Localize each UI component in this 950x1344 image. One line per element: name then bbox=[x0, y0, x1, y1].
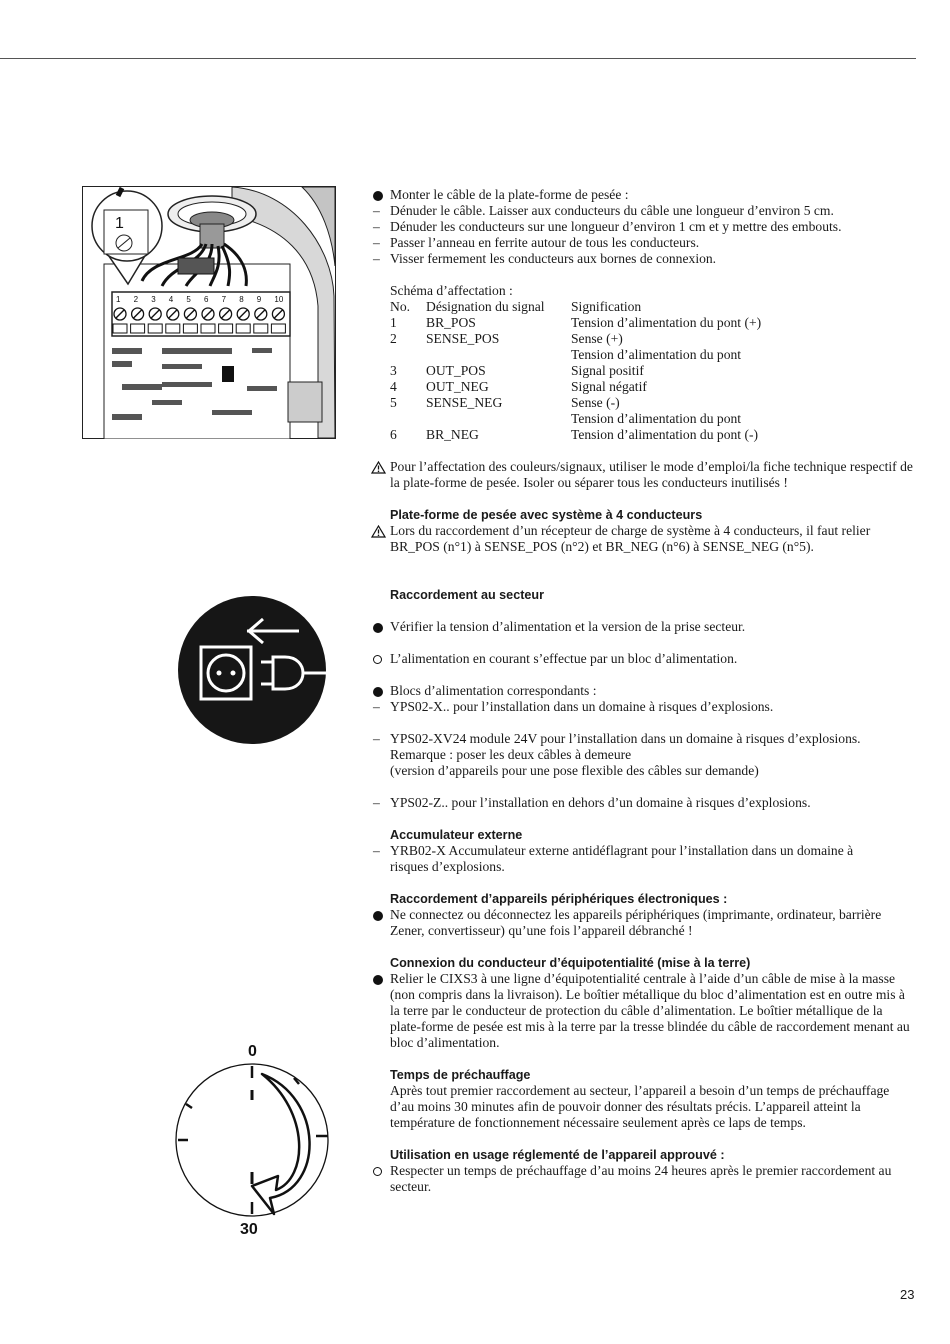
accu-text: YRB02-X Accumulateur externe antidéflagrant pour l’installation dans un domaine à risques d’explosions. bbox=[390, 843, 854, 874]
bullet-icon bbox=[373, 687, 383, 697]
peripherals-text: Ne connectez ou déconnectez les appareils périphériques (imprimante, ordinateur, barrière Zener, convertisseur) qu’une fois l’appareil débranché ! bbox=[390, 907, 882, 938]
bullet-icon bbox=[373, 911, 383, 921]
intro-step: Dénuder le câble. Laisser aux conducteurs du câble une longueur d’environ 5 cm. bbox=[390, 203, 834, 218]
assignment-section bbox=[369, 283, 919, 443]
terminal-label: 9 bbox=[256, 295, 262, 304]
terminal-slot bbox=[254, 324, 268, 333]
terminal-slot bbox=[271, 324, 285, 333]
terminal-label: 8 bbox=[239, 295, 244, 304]
terminal-slot bbox=[201, 324, 215, 333]
table-row: 1 BR_POS Tension d’alimentation du pont (+) bbox=[390, 315, 762, 330]
intro-step: Dénuder les conducteurs sur une longueur d’environ 1 cm et y mettre des embouts. bbox=[390, 219, 842, 234]
warmup-heading: Temps de préchauffage bbox=[390, 1068, 531, 1082]
table-row: 4 OUT_NEG Signal négatif bbox=[390, 379, 647, 394]
table-row: 2 SENSE_POS Sense (+) bbox=[390, 331, 623, 346]
ground-heading: Connexion du conducteur d’équipotentialité (mise à la terre) bbox=[390, 956, 751, 970]
mains-blocks-title: Blocs d’alimentation correspondants : bbox=[390, 683, 597, 698]
peripherals-heading: Raccordement d’appareils périphériques électroniques : bbox=[390, 892, 728, 906]
table-row: 5 SENSE_NEG Sense (-) bbox=[390, 395, 620, 410]
terminal-slot bbox=[148, 324, 162, 333]
mains-yps02xv24: YPS02-XV24 module 24V pour l’installation dans un domaine à risques d’explosions. bbox=[390, 731, 861, 746]
terminal-label: 6 bbox=[204, 295, 209, 304]
page-number: 23 bbox=[900, 1287, 915, 1302]
mains-yps02z: YPS02-Z.. pour l’installation en dehors d’un domaine à risques d’explosions. bbox=[390, 795, 811, 810]
four-wire-text: Lors du raccordement d’un récepteur de charge de système à 4 conducteurs, il faut relier BR_POS (n°1) à SENSE_POS (n°2) et BR_NEG (n°6) à SENSE_NEG (n°5). bbox=[390, 523, 871, 554]
clock-label-top: 0 bbox=[248, 1043, 257, 1060]
hollow-bullet-icon bbox=[373, 1167, 382, 1176]
bullet-icon bbox=[373, 623, 383, 633]
mains-section: Raccordement au secteur Vérifier la tension d’alimentation et la version de la prise secteur. L’alimentation en courant s’effectue par un bloc d’alimentation. Blocs d’alimentation correspondants : – YPS02-X.. pour l’installation dans un domaine à risques d’explosions. – YPS02-XV24 module 24V pour l’installation dans un domaine à risques d’explosions. Remarque : poser les deux câbles à demeure (version d’appareils pour une pose flexible des câbles sur demande) – YPS02-Z.. pour l’installation en dehors d’un domaine à risques d’explosions. Accumulateur externe – YRB02-X Accumulateur externe antidéflagrant pour l’installation dans un domaine à risques d’explosions. Raccordement d’appareils périphériques électroniques : Ne connectez ou déconnectez les appareils périphériques (imprimante, ordinateur, barrière Zener, convertisseur) qu’une fois l’appareil débranché ! Connexion du conducteur d’équipotentialité (mise à la terre) Relier le CIXS3 à une ligne d’équipotentialité centrale à l’aide d’un câble de mise à la masse (non compris dans la livraison). Le boîtier métallique du bloc d’alimentation est en outre mis à la terre par le conducteur de protection du câble d’alimentation. Le boîtier métallique de la plate-forme de pesée est mis à la terre par la tresse blindée du câble de raccordement menant au bloc d’alimentation. Temps de préchauffage Après tout premier raccordement au secteur, l’appareil a besoin d’un temps de préchauffage d’au moins 30 minutes afin de pouvoir donner des résultats précis. L’appareil atteint la température de fonctionnement nécessaire seulement après ce laps de temps. Utilisation en usage réglementé de l’appareil approuvé : Respecter un temps de préchauffage d’au moins 24 heures après le premier raccordement au secteur. bbox=[369, 587, 919, 1195]
terminal-slot bbox=[183, 324, 197, 333]
terminal-label: 3 bbox=[151, 295, 156, 304]
ground-text: Relier le CIXS3 à une ligne d’équipotentialité centrale à l’aide d’un câble de mise à la masse (non compris dans la livraison). Le boîtier métallique du bloc d’alimentation est en outre mis à la terre par le conducteur de protection du câble d’alimentation. Le boîtier métallique de la plate-forme de pesée est mis à la terre par la tresse blindée du câble de raccordement menant au bloc d’alimentation. bbox=[390, 971, 910, 1050]
table-header: Désignation du signal bbox=[426, 299, 545, 314]
mains-yps02x: YPS02-X.. pour l’installation dans un domaine à risques d’explosions. bbox=[390, 699, 774, 714]
table-row: 3 OUT_POS Signal positif bbox=[390, 363, 644, 378]
assignment-title: Schéma d’affectation : bbox=[390, 283, 513, 298]
bullet-icon bbox=[373, 191, 383, 201]
mains-remarque: Remarque : poser les deux câbles à demeure bbox=[390, 747, 632, 762]
warning-text: Pour l’affectation des couleurs/signaux, utiliser le mode d’emploi/la fiche technique respectif de la plate-forme de pesée. Isoler ou séparer tous les conducteurs inutilisés ! bbox=[390, 459, 913, 490]
terminal-label: 2 bbox=[133, 295, 139, 304]
mains-version: (version d’appareils pour une pose flexible des câbles sur demande) bbox=[390, 763, 759, 778]
warning-section bbox=[369, 459, 919, 491]
terminal-slot bbox=[219, 324, 233, 333]
warning-icon bbox=[371, 461, 386, 474]
terminal-slot bbox=[113, 324, 127, 333]
table-header: No. bbox=[390, 299, 411, 314]
intro-step: Passer l’anneau en ferrite autour de tous les conducteurs. bbox=[390, 235, 700, 250]
terminal-board-illustration bbox=[82, 186, 336, 439]
bullet-icon bbox=[373, 975, 383, 985]
four-wire-section bbox=[369, 507, 919, 555]
table-header-row bbox=[390, 299, 761, 315]
intro-step: Visser fermement les conducteurs aux bornes de connexion. bbox=[390, 251, 717, 266]
mains-connection-icon bbox=[177, 595, 327, 745]
table-row: Tension d’alimentation du pont bbox=[571, 347, 742, 362]
terminal-slot bbox=[131, 324, 145, 333]
warmup-text: Après tout premier raccordement au secteur, l’appareil a besoin d’un temps de préchauffage d’au moins 30 minutes afin de pouvoir donner des résultats précis. L’appareil atteint la température de fonctionnement nécessaire seulement après ce laps de temps. bbox=[390, 1083, 890, 1130]
accu-heading: Accumulateur externe bbox=[390, 828, 523, 842]
warmup-clock-icon bbox=[174, 1038, 334, 1238]
table-header: Signification bbox=[571, 299, 642, 314]
hollow-bullet-icon bbox=[373, 655, 382, 664]
assignment-table bbox=[390, 299, 761, 443]
approved-text: Respecter un temps de préchauffage d’au moins 24 heures après le premier raccordement au secteur. bbox=[390, 1163, 892, 1194]
mains-supply: L’alimentation en courant s’effectue par un bloc d’alimentation. bbox=[390, 651, 738, 666]
callout-number: 1 bbox=[115, 215, 124, 232]
four-wire-heading: Plate-forme de pesée avec système à 4 conducteurs bbox=[390, 508, 703, 522]
terminal-slot bbox=[236, 324, 250, 333]
intro-bullet: Monter le câble de la plate-forme de pesée : bbox=[390, 187, 629, 202]
table-row: Tension d’alimentation du pont bbox=[571, 411, 742, 426]
terminal-label: 4 bbox=[168, 295, 174, 304]
intro-section: Monter le câble de la plate-forme de pesée : – Dénuder le câble. Laisser aux conducteurs du câble une longueur d’environ 5 cm. – Dénuder les conducteurs sur une longueur d’environ 1 cm et y mettre des embouts. – Passer l’anneau en ferrite autour de tous les conducteurs. – Visser fermement les conducteurs aux bornes de connexion. bbox=[373, 187, 842, 266]
table-row: 6 BR_NEG Tension d’alimentation du pont (-) bbox=[390, 427, 759, 442]
approved-heading: Utilisation en usage réglementé de l’appareil approuvé : bbox=[390, 1148, 725, 1162]
warning-icon bbox=[371, 525, 386, 538]
mains-check: Vérifier la tension d’alimentation et la version de la prise secteur. bbox=[390, 619, 746, 634]
terminal-label: 10 bbox=[274, 295, 284, 304]
mains-heading: Raccordement au secteur bbox=[390, 588, 544, 602]
terminal-label: 5 bbox=[186, 295, 191, 304]
terminal-slot bbox=[166, 324, 180, 333]
terminal-label: 7 bbox=[221, 295, 227, 304]
terminal-label: 1 bbox=[116, 295, 121, 304]
clock-label-bottom: 30 bbox=[240, 1221, 258, 1238]
header-rule bbox=[0, 58, 916, 59]
